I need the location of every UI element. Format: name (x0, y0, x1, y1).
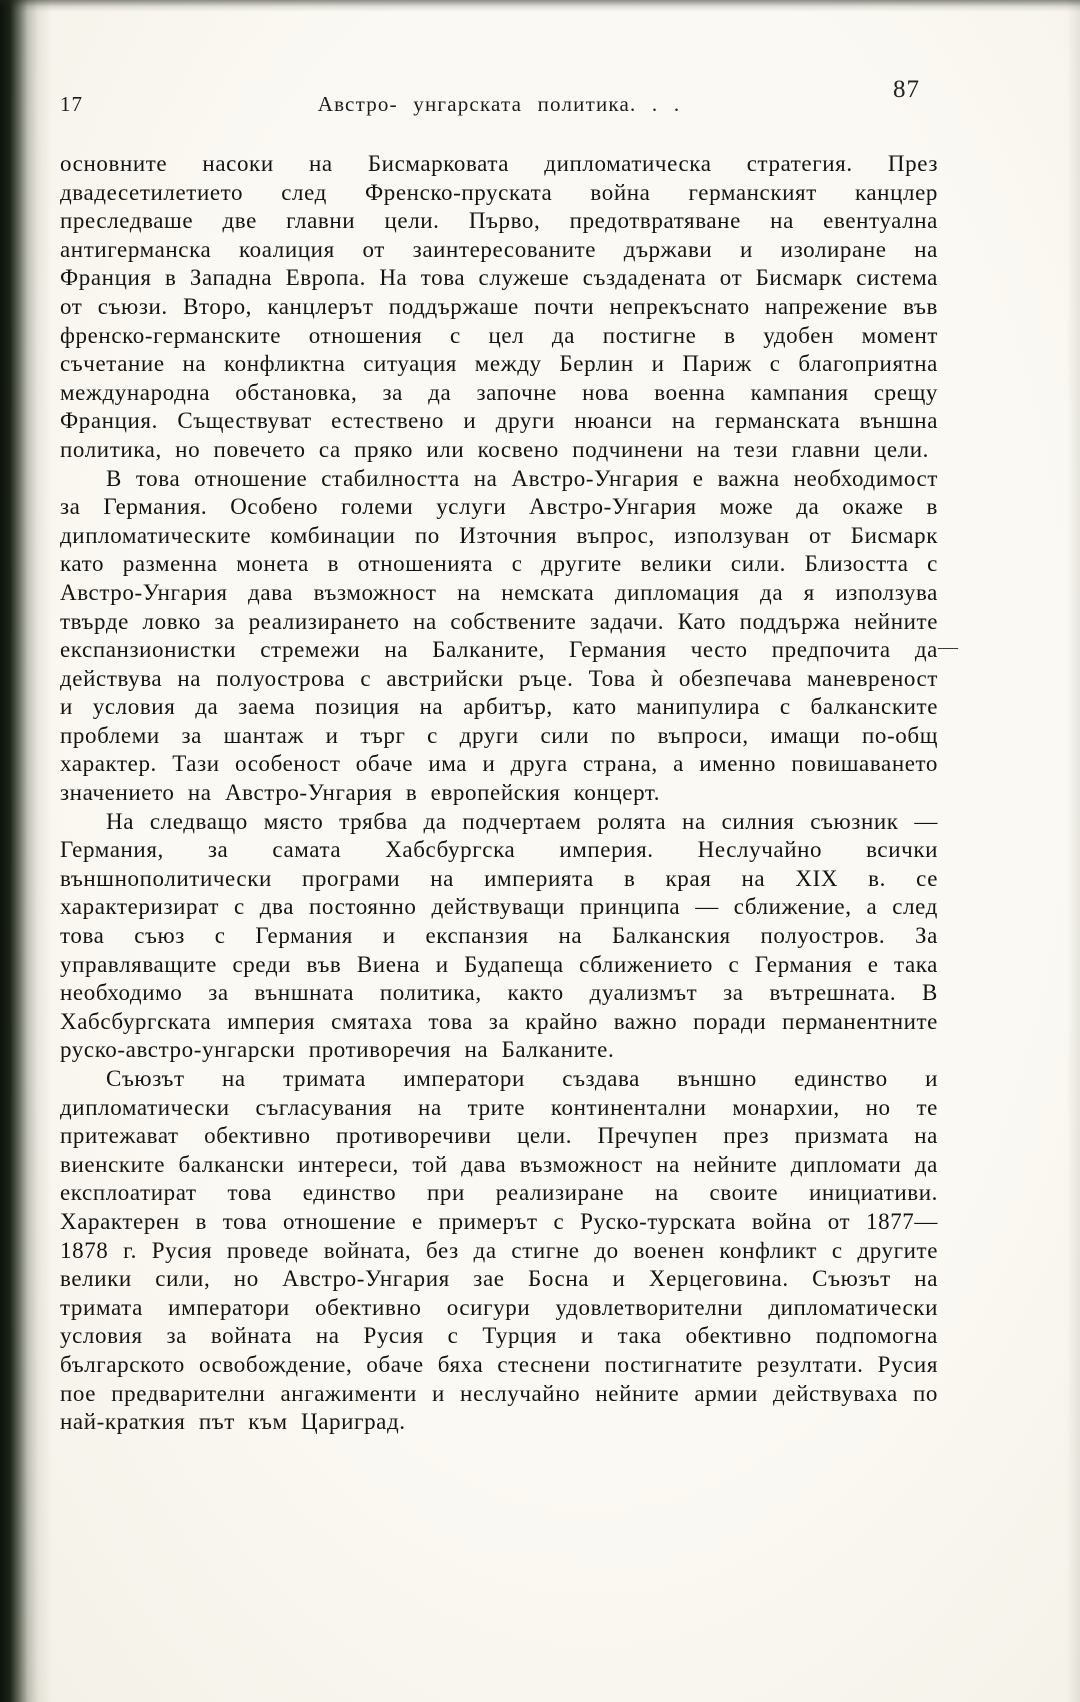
page-header (60, 92, 938, 117)
paragraph-1: основните насоки на Бисмарковата дипломатическа стратегия. През двадесетилетието след Френско-пруската война германският канцлер преследваше две главни цели. Първо, предотвратяване на евентуална антигерманска коалиция от заинтересованите държави и изолиране на Франция в Западна Европа. На това служеше създадената от Бисмарк система от съюзи. Второ, канцлерът поддържаше почти непрекъснато напрежение във френско-германските отношения с цел да постигне в удобен момент съчетание на конфликтна ситуация между Берлин и Париж с благоприятна международна обстановка, за да започне нова военна кампания срещу Франция. Съществуват естествено и други нюанси на германската външна политика, но повечето са пряко или косвено подчинени на тези главни цели. (60, 151, 938, 462)
running-title: Австро- унгарската политика. . . (317, 92, 681, 116)
paragraph-2: В това отношение стабилността на Австро-Унгария е важна необходимост за Германия. Особено големи услуги Австро-Унгария може да окаже в дипломатическите комбинации по Източния въпрос, използуван от Бисмарк като разменна монета в отношенията с другите велики сили. Близостта с Австро-Унгария дава възможност на немската дипломация да я използува твърде ловко за реализирането на собствените задачи. Като поддържа нейните експанзионистки стремежи на Балканите, Германия често предпочита да действува на полуострова с австрийски ръце. Това ѝ обезпечава маневреност и условия да заема позиция на арбитър, като манипулира с балканските проблеми за шантаж и търг с други сили по въпроси, имащи по-общ характер. Тази особеност обаче има и друга страна, а именно повишаването значението на Австро-Унгария в европейския концерт. (60, 465, 938, 806)
paragraph-4: Съюзът на тримата императори създава външно единство и дипломатически съгласувания на трите континентални монархии, но те притежават обективно противоречиви цели. Пречупен през призмата на виенските балкански интереси, той дава възможност на нейните дипломати да експлоатират това единство при реализиране на своите инициативи. Характерен в това отношение е примерът с Руско-турската война от 1877—1878 г. Русия проведе войната, без да стигне до военен конфликт с другите велики сили, но Австро-Унгария зае Босна и Херцеговина. Съюзът на тримата императори обективно осигури удовлетворителни дипломатически условия за войната на Русия с Турция и така обективно подпомогна българското освобождение, обаче бяха стеснени постигнатите резултати. Русия пое предварителни ангажименти и неслучайно нейните армии действуваха по най-краткия път към Цариград. (60, 1066, 938, 1435)
page-body (60, 150, 938, 1437)
page-number-left: 17 (60, 92, 83, 116)
top-edge-shadow (0, 0, 1080, 12)
right-edge-shadow (1066, 0, 1080, 1702)
binding-shadow (0, 0, 52, 1702)
page-number-right: 87 (893, 76, 920, 103)
scan-artifact-margin-mark: — (938, 636, 958, 658)
paragraph-3: На следващо място трябва да подчертаем ролята на силния съюзник — Германия, за самата Хабсбургска империя. Неслучайно всички външнополитически програми на империята в края на XIX в. се характеризират с два постоянно действуващи принципа — сближение, а след това съюз с Германия и експанзия на Балканския полуостров. За управляващите среди във Виена и Будапеща сближението с Германия е така необходимо за външната политика, както дуализмът за вътрешната. В Хабсбургската империя смятаха това за крайно важно поради перманентните руско-австро-унгарски противоречия на Балканите. (60, 808, 938, 1063)
